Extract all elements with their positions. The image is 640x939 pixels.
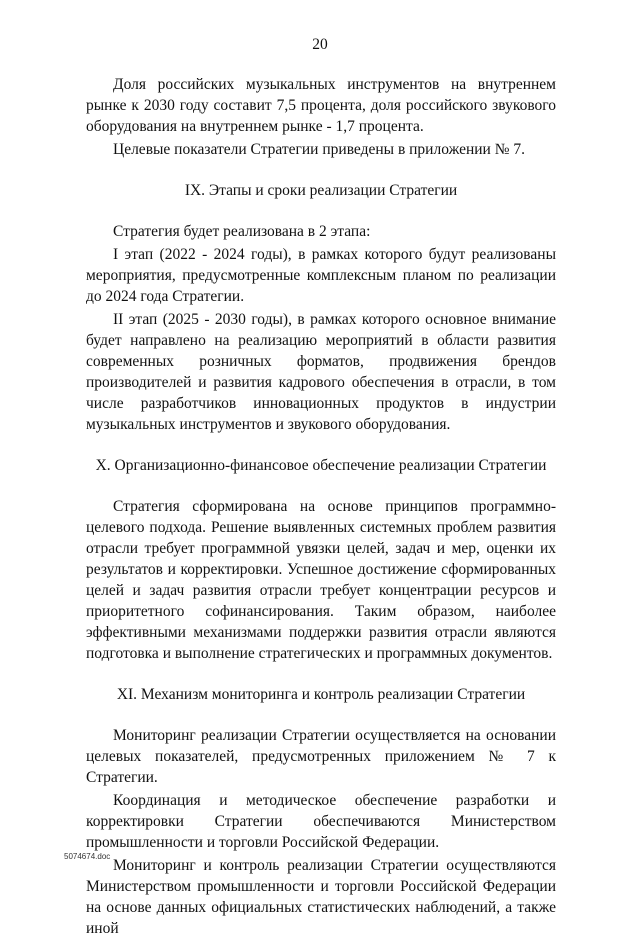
paragraph: I этап (2022 - 2024 годы), в рамках которого будут реализованы мероприятия, предусмотренные комплексным планом по реализации до 2024 года Стратегии.: [86, 246, 556, 305]
paragraph: Целевые показатели Стратегии приведены в приложении № 7.: [113, 141, 526, 158]
paragraph: II этап (2025 - 2030 годы), в рамках которого основное внимание будет направлено на реализацию мероприятий в области развития современных розничных форматов, продвижения брендов производителей и развития кадрового обеспечения в отрасли, в том числе разработчиков инновационных продуктов в индустрии музыкальных инструментов и звукового оборудования.: [86, 311, 556, 433]
paragraph: Стратегия сформирована на основе принципов программно-целевого подхода. Решение выявленных системных проблем развития отрасли требует программной увязки целей, задач и мер, оценки их результатов и корректировки. Успешное достижение сформированных целей и задач развития отрасли требует концентрации ресурсов и приоритетного софинансирования. Таким образом, наиболее эффективными механизмами поддержки развития отрасли являются подготовка и выполнение стратегических и программных документов.: [86, 498, 556, 662]
document-body: [86, 74, 556, 939]
section-heading-ix: IX. Этапы и сроки реализации Стратегии: [184, 182, 458, 199]
page-number: 20: [312, 36, 328, 53]
paragraph: Мониторинг реализации Стратегии осуществляется на основании целевых показателей, предусмотренных приложением № 7 к Стратегии.: [86, 727, 556, 786]
paragraph: Доля российских музыкальных инструментов на внутреннем рынке к 2030 году составит 7,5 процента, доля российского звукового оборудования на внутреннем рынке - 1,7 процента.: [86, 76, 556, 135]
paragraph: Стратегия будет реализована в 2 этапа:: [113, 223, 371, 240]
footer-document-id: 5074674.doc: [64, 852, 111, 861]
section-heading-x: X. Организационно-финансовое обеспечение реализации Стратегии: [95, 457, 547, 474]
paragraph: Мониторинг и контроль реализации Стратегии осуществляются Министерством промышленности и торговли Российской Федерации на основе данных официальных статистических наблюдений, а также иной: [86, 857, 556, 937]
section-heading-xi: XI. Механизм мониторинга и контроль реализации Стратегии: [116, 686, 526, 703]
paragraph: Координация и методическое обеспечение разработки и корректировки Стратегии обеспечиваются Министерством промышленности и торговли Российской Федерации.: [86, 792, 556, 851]
